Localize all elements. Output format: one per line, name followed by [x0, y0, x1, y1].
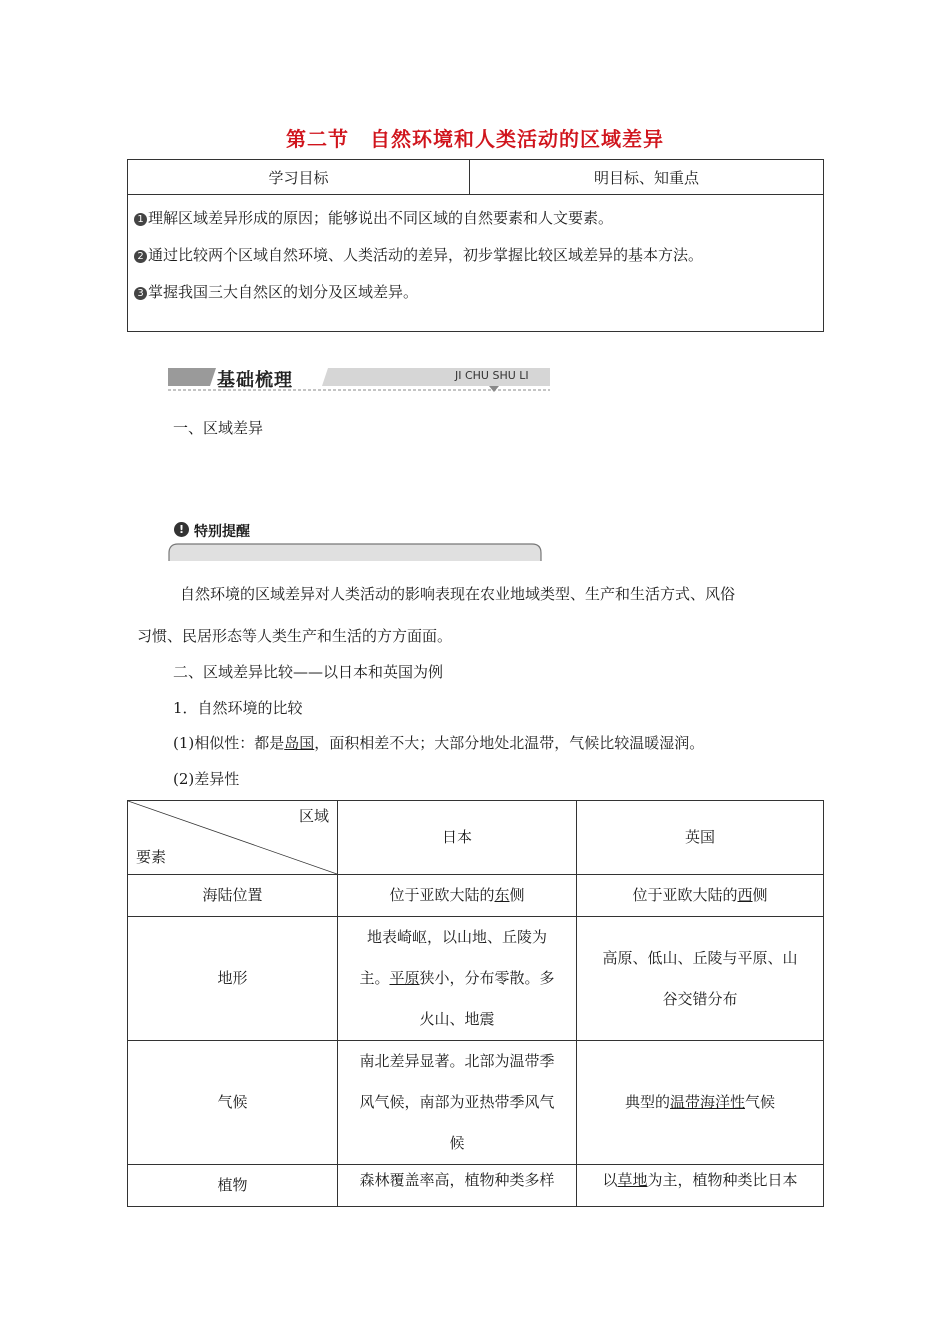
table-cell: 位于亚欧大陆的西侧 [577, 875, 824, 917]
number-3-icon: 3 [134, 287, 147, 300]
section-heading-2: 二、区域差异比较——以日本和英国为例 [173, 663, 444, 681]
number-1-icon: 1 [134, 213, 147, 226]
col-header-japan: 日本 [338, 801, 577, 875]
reminder-bar [168, 541, 542, 561]
corner-cell: 区域 要素 [128, 801, 338, 875]
reminder-label: 特别提醒 [194, 524, 250, 540]
table-cell: 高原、低山、丘陵与平原、山 谷交错分布 [577, 917, 824, 1041]
page-title: 第二节 自然环境和人类活动的区域差异 [286, 127, 664, 151]
table-cell: 典型的温带海洋性气候 [577, 1041, 824, 1165]
row-label: 气候 [128, 1041, 338, 1165]
goal-item: 2 通过比较两个区域自然环境、人类活动的差异，初步掌握比较区域差异的基本方法。 [134, 242, 817, 279]
goal-item: 1 理解区域差异形成的原因；能够说出不同区域的自然要素和人文要素。 [134, 205, 817, 242]
sub-heading-1: 1．自然环境的比较 [173, 699, 303, 717]
table-cell: 以草地为主，植物种类比日本 [577, 1165, 824, 1207]
table-cell: 位于亚欧大陆的东侧 [338, 875, 577, 917]
banner-en-label: JI CHU SHU LI [455, 369, 529, 382]
goals-body [128, 195, 824, 332]
difference-heading: (2)差异性 [173, 770, 240, 788]
number-2-icon: 2 [134, 250, 147, 263]
reminder-text-line2: 习惯、民居形态等人类生产和生活的方方面面。 [137, 627, 453, 645]
section-heading-1: 一、区域差异 [173, 419, 264, 437]
table-cell: 地表崎岖，以山地、丘陵为 主。平原狭小，分布零散。多 火山、地震 [338, 917, 577, 1041]
goals-header-right: 明目标、知重点 [470, 160, 824, 195]
chevron-down-icon [489, 386, 499, 392]
reminder-text-line1: 自然环境的区域差异对人类活动的影响表现在农业地域类型、生产和生活方式、风俗 [180, 585, 736, 603]
comparison-table [127, 800, 824, 1207]
table-cell: 南北差异显著。北部为温带季 风气候，南部为亚热带季风气 候 [338, 1041, 577, 1165]
similarity-text: (1)相似性：都是岛国，面积相差不大；大部分地处北温带，气候比较温暖湿润。 [173, 734, 705, 752]
exclamation-icon: ! [174, 522, 189, 537]
row-label: 地形 [128, 917, 338, 1041]
goal-item: 3 掌握我国三大自然区的划分及区域差异。 [134, 279, 817, 316]
table-cell: 森林覆盖率高，植物种类多样 [338, 1165, 577, 1207]
banner-label: 基础梳理 [217, 370, 293, 391]
row-label: 植物 [128, 1165, 338, 1207]
goals-header-left: 学习目标 [128, 160, 470, 195]
learning-goals-table [127, 159, 824, 332]
row-label: 海陆位置 [128, 875, 338, 917]
col-header-uk: 英国 [577, 801, 824, 875]
